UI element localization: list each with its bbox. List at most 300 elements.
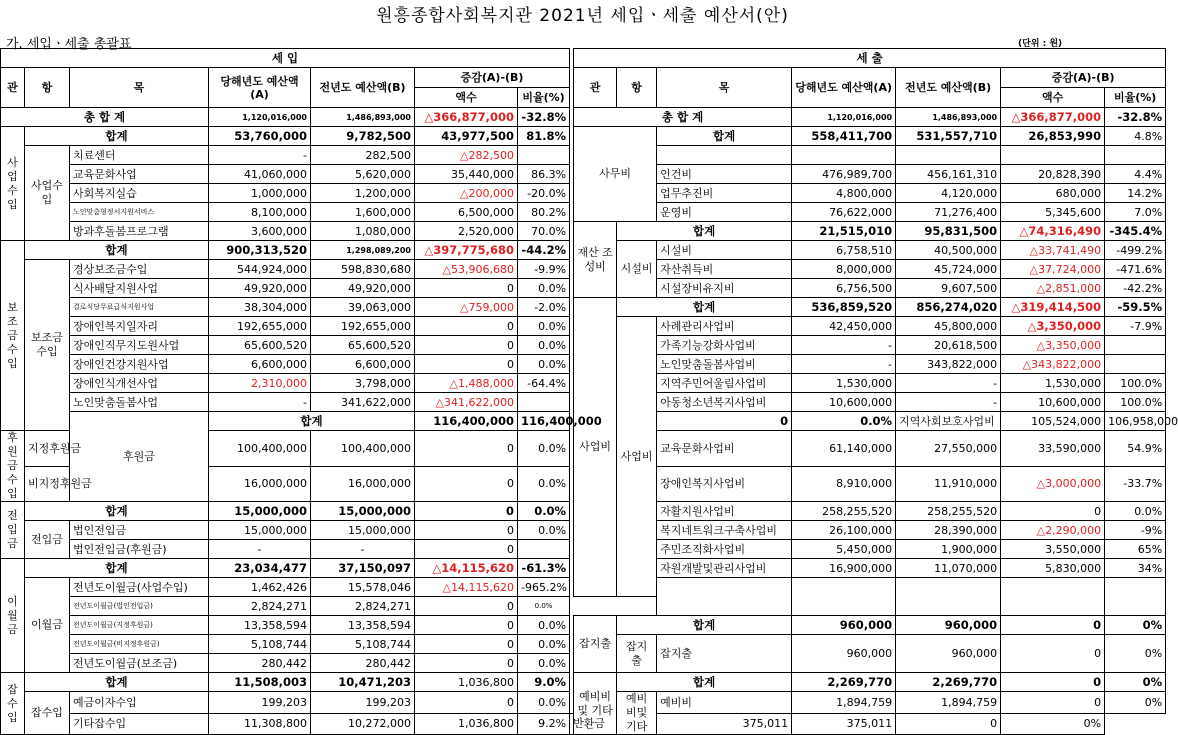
exp-prev — [896, 146, 1001, 165]
exp-diff: 26,853,990 — [1001, 127, 1105, 146]
rev-prev: 1,200,000 — [311, 184, 415, 203]
rev-cur: 23,034,477 — [209, 559, 311, 578]
rev-prev: 280,442 — [311, 654, 415, 673]
rev-col-mok: 목 — [70, 68, 209, 108]
rev-cur: 544,924,000 — [209, 260, 311, 279]
exp-cur: 8,910,000 — [792, 466, 896, 502]
unit-label: (단위 : 원) — [1018, 39, 1063, 49]
rev-ratio: 0.0% — [518, 431, 570, 467]
exp-ratio: -9% — [1105, 521, 1166, 540]
rev-mok: 사회복지실습 — [70, 184, 209, 203]
exp-diff: △33,741,490 — [1001, 241, 1105, 260]
rev-total-label: 총 합 계 — [1, 108, 209, 127]
rev-cur: 3,600,000 — [209, 222, 311, 241]
rev-ratio: -9.9% — [518, 260, 570, 279]
rev-diff: 2,520,000 — [415, 222, 518, 241]
rev-ratio: -44.2% — [518, 241, 570, 260]
exp-mok: 업무추진비 — [657, 184, 792, 203]
rev-mok: 장애인복지일자리 — [70, 317, 209, 336]
exp-diff: △3,350,000 — [1001, 336, 1105, 355]
rev-diff: 0 — [415, 654, 518, 673]
exp-mok: 반환금 — [570, 713, 574, 735]
rev-mok: 치료센터 — [70, 146, 209, 165]
exp-ratio: 4.4% — [1105, 165, 1166, 184]
exp-ratio: 0% — [1105, 673, 1166, 692]
exp-cur: 1,894,759 — [792, 692, 896, 714]
rev-mok: 합계 — [25, 502, 209, 521]
exp-prev: 856,274,020 — [896, 298, 1001, 317]
exp-prev-empty — [896, 578, 1001, 616]
rev-mok: 비지정후원금 — [25, 466, 70, 502]
exp-mok: 합계 — [657, 127, 792, 146]
rev-diff: △53,906,680 — [415, 260, 518, 279]
rev-prev: 49,920,000 — [311, 279, 415, 298]
rev-gwan-iwol: 이월금 — [1, 559, 25, 673]
rev-col-hang: 항 — [25, 68, 70, 108]
rev-diff: 0 — [415, 279, 518, 298]
exp-cur: 1,530,000 — [792, 374, 896, 393]
exp-mok: 자활지원사업비 — [657, 502, 792, 521]
table-row — [1, 673, 1166, 692]
rev-gwan-jap: 잡수입 — [1, 673, 25, 735]
rev-cur: - — [209, 146, 311, 165]
exp-ratio: -42.2% — [1105, 279, 1166, 298]
exp-diff: 0 — [1001, 673, 1105, 692]
exp-cur: 2,269,770 — [792, 673, 896, 692]
rev-mok: 경상보조금수입 — [70, 260, 209, 279]
rev-diff: 0 — [415, 692, 518, 714]
exp-total-prev: 1,486,893,000 — [896, 108, 1001, 127]
rev-diff: 0 — [415, 616, 518, 635]
exp-ratio: -471.6% — [1105, 260, 1166, 279]
rev-diff: △341,622,000 — [415, 393, 518, 412]
exp-cur: 42,450,000 — [792, 317, 896, 336]
rev-ratio: 0.0% — [518, 317, 570, 336]
rev-mok: 합계 — [25, 127, 209, 146]
exp-ratio: 0% — [1105, 635, 1166, 673]
rev-col-cur: 당해년도 예산액(A) — [209, 68, 311, 108]
rev-cur: 11,508,003 — [209, 673, 311, 692]
exp-diff: △343,822,000 — [1001, 355, 1105, 374]
rev-prev: 6,600,000 — [311, 355, 415, 374]
exp-cur: 5,450,000 — [792, 540, 896, 559]
exp-mok: 지역사회보호사업비 — [896, 412, 1001, 431]
exp-prev: 258,255,520 — [896, 502, 1001, 521]
exp-cur: 61,140,000 — [792, 431, 896, 467]
rev-hang-huwon: 후원금수입 — [1, 431, 25, 502]
rev-hang-saeop: 사업수입 — [25, 146, 70, 241]
rev-cur: 1,462,426 — [209, 578, 311, 597]
exp-cur: - — [792, 355, 896, 374]
rev-cur: 49,920,000 — [209, 279, 311, 298]
rev-diff: 0 — [415, 521, 518, 540]
rev-ratio: -2.0% — [518, 298, 570, 317]
exp-mok: 시설비 — [657, 241, 792, 260]
rev-mok: 장애인식개선사업 — [70, 374, 209, 393]
exp-diff: 1,530,000 — [1001, 374, 1105, 393]
rev-diff: 0 — [415, 540, 518, 559]
rev-cur: 6,600,000 — [209, 355, 311, 374]
rev-cur: 900,313,520 — [209, 241, 311, 260]
rev-prev: 37,150,097 — [311, 559, 415, 578]
expense-header: 세 출 — [574, 49, 1166, 68]
rev-cur: 8,100,000 — [209, 203, 311, 222]
rev-ratio: 80.2% — [518, 203, 570, 222]
exp-prev: 28,390,000 — [896, 521, 1001, 540]
rev-cur: 192,655,000 — [209, 317, 311, 336]
rev-col-amount: 액수 — [415, 88, 518, 108]
rev-mok: 노인맞춤형정서지원서비스 — [70, 203, 209, 222]
table-row — [1, 298, 1166, 317]
rev-mok: 장애인직무지도원사업 — [70, 336, 209, 355]
revenue-header: 세 입 — [1, 49, 570, 68]
exp-mok: 가족기능강화사업비 — [657, 336, 792, 355]
exp-cur: 10,600,000 — [792, 393, 896, 412]
rev-prev: 100,400,000 — [311, 431, 415, 467]
rev-ratio: 0.0% — [518, 279, 570, 298]
exp-prev: 45,724,000 — [896, 260, 1001, 279]
document-title: 원흥종합사회복지관 2021년 세입ㆍ세출 예산서(안) — [376, 6, 789, 26]
rev-diff: △200,000 — [415, 184, 518, 203]
rev-ratio: -20.0% — [518, 184, 570, 203]
rev-cur: 38,304,000 — [209, 298, 311, 317]
exp-diff: 0 — [896, 713, 1001, 735]
exp-ratio: 0.0% — [1105, 502, 1166, 521]
exp-diff: 680,000 — [1001, 184, 1105, 203]
exp-mok: 노인맞춤돌봄사업비 — [657, 355, 792, 374]
rev-prev: 192,655,000 — [311, 317, 415, 336]
rev-cur: 2,310,000 — [209, 374, 311, 393]
rev-cur: 53,760,000 — [209, 127, 311, 146]
exp-prev: 9,607,500 — [896, 279, 1001, 298]
exp-hang-japji: 잡지 출 — [617, 635, 657, 673]
exp-cur — [792, 146, 896, 165]
rev-mok: 전년도이월금(보조금) — [70, 654, 209, 673]
exp-diff: 0 — [1001, 616, 1105, 635]
exp-diff-empty — [1001, 578, 1105, 616]
exp-cur: 21,515,010 — [792, 222, 896, 241]
rev-prev: 5,620,000 — [311, 165, 415, 184]
rev-prev: 16,000,000 — [311, 466, 415, 502]
rev-diff: △14,115,620 — [415, 578, 518, 597]
exp-cur-empty — [792, 578, 896, 616]
exp-col-hang: 항 — [617, 68, 657, 108]
rev-total-prev: 1,486,893,000 — [311, 108, 415, 127]
rev-ratio: 0.0% — [518, 502, 570, 521]
exp-mok: 합계 — [617, 673, 792, 692]
exp-mok: 장애인복지사업비 — [657, 466, 792, 502]
rev-mok: 법인전입금(후원금) — [70, 540, 209, 559]
exp-diff: 5,830,000 — [1001, 559, 1105, 578]
exp-mok: 합계 — [617, 222, 792, 241]
rev-cur: - — [209, 540, 311, 559]
rev-diff: 0 — [415, 466, 518, 502]
rev-hang-jeonip: 전입금 — [25, 521, 70, 559]
exp-cur: 8,000,000 — [792, 260, 896, 279]
exp-ratio: 34% — [1105, 559, 1166, 578]
rev-ratio: 86.3% — [518, 165, 570, 184]
rev-diff: 0 — [415, 355, 518, 374]
exp-ratio: -499.2% — [1105, 241, 1166, 260]
exp-prev: 40,500,000 — [896, 241, 1001, 260]
rev-prev: 1,298,089,200 — [311, 241, 415, 260]
rev-diff: △759,000 — [415, 298, 518, 317]
exp-cur: 6,758,510 — [792, 241, 896, 260]
exp-mok: 아동청소년복지사업비 — [657, 393, 792, 412]
budget-summary-table — [0, 48, 1178, 735]
rev-prev: 10,272,000 — [311, 713, 415, 735]
exp-ratio: 100.0% — [1105, 393, 1166, 412]
rev-cur: 65,600,520 — [209, 336, 311, 355]
rev-cur: 16,000,000 — [209, 466, 311, 502]
rev-prev: 13,358,594 — [311, 616, 415, 635]
rev-prev: 5,108,744 — [311, 635, 415, 654]
rev-diff: 0 — [415, 635, 518, 654]
exp-cur: 16,900,000 — [792, 559, 896, 578]
rev-mok: 법인전입금 — [70, 521, 209, 540]
rev-cur: 15,000,000 — [209, 502, 311, 521]
rev-col-gwan: 관 — [1, 68, 25, 108]
exp-mok — [657, 146, 792, 165]
rev-prev: 2,824,271 — [311, 597, 415, 616]
exp-cur: 105,524,000 — [1001, 412, 1105, 431]
exp-prev: 2,269,770 — [896, 673, 1001, 692]
exp-diff: 5,345,600 — [1001, 203, 1105, 222]
rev-cur: 41,060,000 — [209, 165, 311, 184]
rev-ratio: 0.0% — [518, 635, 570, 654]
rev-ratio: 0.0% — [518, 597, 570, 616]
rev-prev: - — [311, 540, 415, 559]
table-row — [1, 127, 1166, 146]
rev-prev: 282,500 — [311, 146, 415, 165]
rev-prev: 116,400,000 — [518, 412, 570, 431]
exp-ratio — [1105, 146, 1166, 165]
exp-ratio: 7.0% — [1105, 203, 1166, 222]
rev-diff: 1,036,800 — [415, 673, 518, 692]
exp-prev: 106,958,000 — [1105, 412, 1166, 431]
rev-prev: 15,000,000 — [311, 521, 415, 540]
exp-total-ratio: -32.8% — [1105, 108, 1166, 127]
exp-diff: 0 — [1001, 692, 1105, 714]
rev-mok: 합계 — [209, 412, 415, 431]
exp-ratio: 0% — [1105, 692, 1166, 714]
table-row — [1, 412, 1166, 431]
rev-mok: 노인맞춤돌봄사업 — [70, 393, 209, 412]
rev-hang-jap: 잡수입 — [25, 692, 70, 735]
rev-hang-iwol: 이월금 — [25, 578, 70, 673]
exp-mok: 사례관리사업비 — [657, 317, 792, 336]
rev-diff: 0 — [415, 597, 518, 616]
exp-prev: 960,000 — [896, 616, 1001, 635]
exp-cur: 476,989,700 — [792, 165, 896, 184]
rev-ratio: -61.3% — [518, 559, 570, 578]
rev-prev: 1,080,000 — [311, 222, 415, 241]
rev-prev: 341,622,000 — [311, 393, 415, 412]
exp-cur: 258,255,520 — [792, 502, 896, 521]
exp-prev: 456,161,310 — [896, 165, 1001, 184]
exp-prev: 20,618,500 — [896, 336, 1001, 355]
rev-ratio: 81.8% — [518, 127, 570, 146]
rev-col-ratio: 비율(%) — [518, 88, 570, 108]
exp-ratio — [1105, 336, 1166, 355]
exp-cur: - — [792, 336, 896, 355]
rev-hang-bojo: 보조금수입 — [25, 260, 70, 431]
rev-diff: 6,500,000 — [415, 203, 518, 222]
exp-ratio: 0% — [1105, 616, 1166, 635]
exp-diff: △319,414,500 — [1001, 298, 1105, 317]
exp-ratio: 4.8% — [1105, 127, 1166, 146]
rev-prev: 199,203 — [311, 692, 415, 714]
rev-cur: 100,400,000 — [209, 431, 311, 467]
exp-ratio: 100.0% — [1105, 374, 1166, 393]
rev-diff: △282,500 — [415, 146, 518, 165]
rev-ratio: 0.0% — [518, 692, 570, 714]
exp-gwan-yebi: 예비비 및 기타 — [574, 673, 617, 735]
rev-mok: 전년도이월금(비지정후원금) — [70, 635, 209, 654]
exp-ratio: 65% — [1105, 540, 1166, 559]
exp-prev: 1,900,000 — [896, 540, 1001, 559]
rev-total-ratio: -32.8% — [518, 108, 570, 127]
exp-prev: 45,800,000 — [896, 317, 1001, 336]
exp-diff: △37,724,000 — [1001, 260, 1105, 279]
exp-mok: 교육문화사업비 — [657, 431, 792, 467]
exp-total-label: 총 합 계 — [574, 108, 792, 127]
exp-gwan-jaesan: 재산 조성비 — [574, 222, 617, 298]
exp-prev: - — [896, 393, 1001, 412]
table-row — [1, 616, 1166, 635]
exp-gwan-japji: 잡지출 — [574, 616, 617, 673]
rev-diff: 0 — [415, 502, 518, 521]
section-heading: 가. 세입ㆍ세출 총괄표 — [6, 37, 132, 52]
exp-cur: 536,859,520 — [792, 298, 896, 317]
rev-ratio — [518, 146, 570, 165]
rev-mok: 전년도이월금(지정후원금) — [70, 616, 209, 635]
exp-cur: 6,756,500 — [792, 279, 896, 298]
rev-gwan-jeonip: 전입금 — [1, 502, 25, 559]
rev-gwan-huwon: 후원금 — [70, 412, 209, 502]
exp-prev: 960,000 — [896, 635, 1001, 673]
exp-diff — [1001, 146, 1105, 165]
rev-cur: 1,000,000 — [209, 184, 311, 203]
exp-diff: △3,350,000 — [1001, 317, 1105, 336]
rev-ratio: 0.0% — [518, 355, 570, 374]
exp-mok: 예비비 — [657, 692, 792, 714]
rev-cur: 5,108,744 — [209, 635, 311, 654]
rev-prev: 39,063,000 — [311, 298, 415, 317]
exp-ratio: -345.4% — [1105, 222, 1166, 241]
exp-col-amount: 액수 — [1001, 88, 1105, 108]
rev-gwan-saeop: 사업수입 — [1, 127, 25, 241]
exp-total-diff: △366,877,000 — [1001, 108, 1105, 127]
rev-ratio — [518, 540, 570, 559]
exp-ratio: 54.9% — [1105, 431, 1166, 467]
exp-hang-saeop: 사업비 — [617, 317, 657, 597]
rev-ratio: 0.0% — [518, 654, 570, 673]
rev-ratio: 0.0% — [518, 521, 570, 540]
rev-ratio: 9.0% — [518, 673, 570, 692]
rev-mok: 교육문화사업 — [70, 165, 209, 184]
header-row-1 — [1, 49, 1166, 68]
rev-ratio: 9.2% — [518, 713, 570, 735]
header-row-2 — [1, 68, 1166, 88]
exp-diff: △74,316,490 — [1001, 222, 1105, 241]
rev-mok: 방과후돌봄프로그램 — [70, 222, 209, 241]
exp-ratio: -33.7% — [1105, 466, 1166, 502]
exp-prev: 11,070,000 — [896, 559, 1001, 578]
rev-total-cur: 1,120,016,000 — [209, 108, 311, 127]
rev-prev: 10,471,203 — [311, 673, 415, 692]
rev-mok: 식사배달지원사업 — [70, 279, 209, 298]
exp-prev: 95,831,500 — [896, 222, 1001, 241]
exp-cur: 960,000 — [792, 635, 896, 673]
exp-cur: 960,000 — [792, 616, 896, 635]
exp-ratio — [1105, 355, 1166, 374]
rev-mok: 전년도이월금(법인전입금) — [70, 597, 209, 616]
exp-diff: 0 — [1001, 635, 1105, 673]
exp-hang-siseol: 시설비 — [617, 241, 657, 298]
exp-mok: 지역주민어울림사업비 — [657, 374, 792, 393]
table-row — [1, 222, 1166, 241]
rev-ratio: 0.0% — [518, 616, 570, 635]
exp-diff: △2,290,000 — [1001, 521, 1105, 540]
rev-diff: △1,488,000 — [415, 374, 518, 393]
rev-cur: 11,308,800 — [209, 713, 311, 735]
rev-cur: - — [209, 393, 311, 412]
rev-mok: 기타잡수입 — [70, 713, 209, 735]
rev-col-prev: 전년도 예산액(B) — [311, 68, 415, 108]
rev-mok: 전년도이월금(사업수입) — [70, 578, 209, 597]
exp-mok: 시설장비유지비 — [657, 279, 792, 298]
exp-ratio: 14.2% — [1105, 184, 1166, 203]
exp-mok: 자원개발및관리사업비 — [657, 559, 792, 578]
exp-prev: 1,894,759 — [896, 692, 1001, 714]
exp-hang-yebi: 예비 비및 기타 — [617, 692, 657, 735]
rev-prev: 15,000,000 — [311, 502, 415, 521]
exp-prev: 343,822,000 — [896, 355, 1001, 374]
exp-diff: 33,590,000 — [1001, 431, 1105, 467]
exp-cur: 375,011 — [657, 713, 792, 735]
exp-cur: 4,800,000 — [792, 184, 896, 203]
rev-diff: 0 — [415, 317, 518, 336]
rev-mok: 예금이자수입 — [70, 692, 209, 714]
rev-prev: 65,600,520 — [311, 336, 415, 355]
exp-col-diff: 증감(A)-(B) — [1001, 68, 1166, 88]
rev-prev: 598,830,680 — [311, 260, 415, 279]
rev-col-diff: 증감(A)-(B) — [415, 68, 570, 88]
exp-prev: 4,120,000 — [896, 184, 1001, 203]
exp-prev: 71,276,400 — [896, 203, 1001, 222]
rev-prev: 9,782,500 — [311, 127, 415, 146]
rev-diff: 0 — [657, 412, 792, 431]
exp-diff: △2,851,000 — [1001, 279, 1105, 298]
exp-ratio: 0% — [1001, 713, 1105, 735]
exp-cur: 558,411,700 — [792, 127, 896, 146]
exp-ratio-empty — [1105, 578, 1166, 616]
exp-col-prev: 전년도 예산액(B) — [896, 68, 1001, 108]
exp-gwan-saeop: 사업비 — [574, 298, 617, 597]
rev-mok: 장애인건강지원사업 — [70, 355, 209, 374]
exp-mok: 복지네트워크구축사업비 — [657, 521, 792, 540]
rev-cur: 280,442 — [209, 654, 311, 673]
exp-mok: 자산취득비 — [657, 260, 792, 279]
rev-diff: 1,036,800 — [415, 713, 518, 735]
exp-saeop-empty — [657, 578, 792, 616]
exp-ratio: -7.9% — [1105, 317, 1166, 336]
rev-mok: 합계 — [25, 241, 209, 260]
exp-total-cur: 1,120,016,000 — [792, 108, 896, 127]
rev-cur: 15,000,000 — [209, 521, 311, 540]
rev-ratio: 0.0% — [518, 466, 570, 502]
